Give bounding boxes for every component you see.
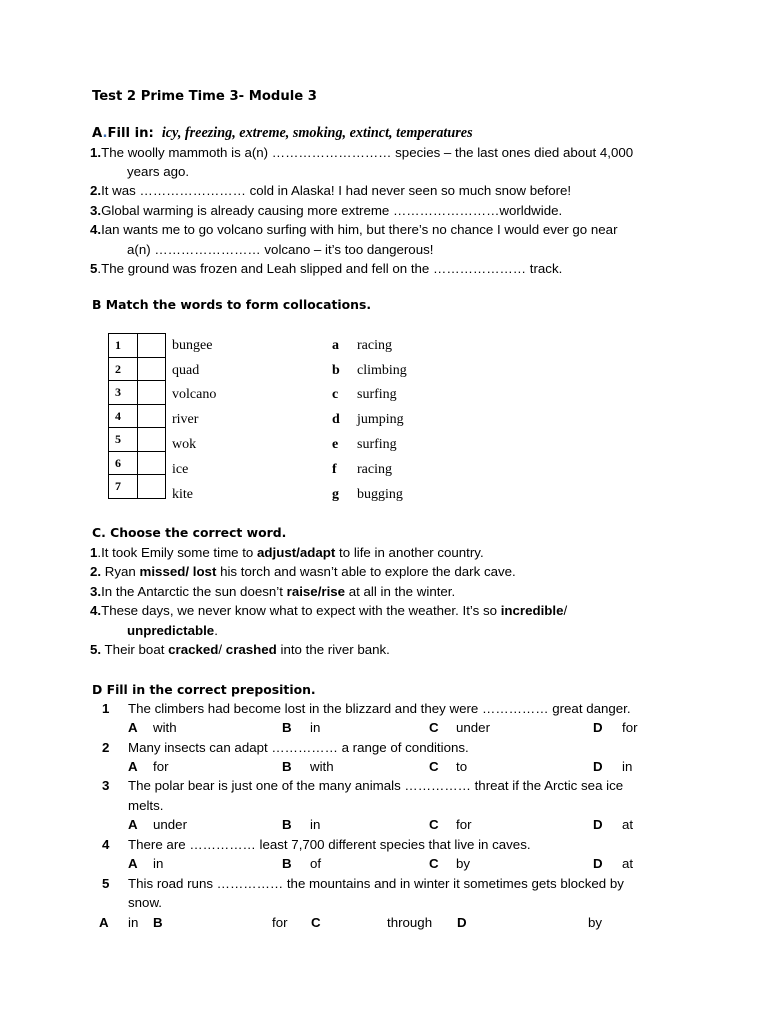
option-text[interactable]: under: [153, 817, 188, 832]
choice-words: missed/ lost: [139, 564, 217, 579]
row-number: 6: [115, 455, 121, 470]
section-a-word-bank: icy, freezing, extreme, smoking, extinct, temperatures: [161, 125, 473, 141]
option-text[interactable]: in: [128, 915, 139, 930]
right-word: racing: [357, 462, 392, 477]
choice-words: crashed: [225, 642, 277, 657]
left-word: quad: [172, 363, 200, 378]
match-letter: c: [332, 387, 339, 402]
match-letter: a: [332, 338, 339, 353]
item-text: into the river bank.: [276, 642, 390, 657]
item-text: The woolly mammoth is a(n) ……………………… species – the last ones died about 4,000: [101, 145, 634, 160]
question-text: Many insects can adapt …………… a range of conditions.: [128, 740, 469, 755]
section-c-item-continued: [127, 623, 218, 638]
section-a-item: [90, 145, 633, 160]
section-a-item: [90, 222, 618, 237]
option-letter: C: [429, 856, 439, 871]
question-number: 2: [102, 740, 110, 755]
match-answer-table: [108, 333, 166, 499]
item-text: Ryan: [101, 564, 140, 579]
option-letter: B: [282, 720, 292, 735]
section-b-heading: B Match the words to form collocations.: [92, 297, 372, 312]
option-letter: B: [282, 759, 292, 774]
right-word: bugging: [357, 487, 403, 502]
section-c-item: [90, 564, 516, 579]
left-word: bungee: [172, 338, 213, 353]
option-text[interactable]: at: [622, 817, 634, 832]
option-letter: C: [429, 817, 439, 832]
left-word: kite: [172, 487, 193, 502]
section-a-label: Fill in:: [107, 126, 154, 141]
option-letter: A: [128, 720, 138, 735]
option-text[interactable]: through: [387, 915, 433, 930]
question-text: There are …………… least 7,700 different species that live in caves.: [128, 837, 531, 852]
option-letter: A: [128, 856, 138, 871]
option-text[interactable]: in: [622, 759, 633, 774]
option-letter: C: [311, 915, 321, 930]
answer-cell[interactable]: [138, 428, 166, 452]
option-letter: D: [593, 759, 603, 774]
answer-cell[interactable]: [138, 357, 166, 381]
match-letter: f: [332, 462, 337, 477]
answer-cell[interactable]: [138, 334, 166, 358]
choice-words: cracked: [168, 642, 219, 657]
option-text[interactable]: by: [588, 915, 603, 930]
question-text: The polar bear is just one of the many animals …………… threat if the Arctic sea ice: [128, 778, 624, 793]
left-word: wok: [172, 437, 197, 452]
row-number: 4: [115, 408, 121, 423]
row-number: 3: [115, 385, 121, 400]
option-letter: D: [593, 817, 603, 832]
choice-words: adjust/adapt: [257, 545, 336, 560]
item-number: 5: [90, 261, 98, 276]
option-letter: C: [429, 720, 439, 735]
question-text: This road runs …………… the mountains and in winter it sometimes gets blocked by: [128, 876, 624, 891]
option-text[interactable]: with: [153, 720, 177, 735]
item-text: /: [218, 642, 226, 657]
item-text: In the Antarctic the sun doesn’t: [101, 584, 287, 599]
left-word: volcano: [172, 387, 217, 402]
option-text[interactable]: for: [622, 720, 638, 735]
item-number: 3.: [90, 584, 102, 599]
item-text: .: [214, 623, 218, 638]
item-text: Global warming is already causing more extreme ……………………worldwide.: [101, 203, 563, 218]
option-letter: D: [593, 720, 603, 735]
section-d-heading: D Fill in the correct preposition.: [92, 682, 316, 697]
row-number: 7: [115, 479, 121, 494]
item-text-continued: a(n) …………………… volcano – it’s too dangerous!: [127, 242, 434, 257]
left-word: ice: [172, 462, 189, 477]
item-text-continued: years ago.: [127, 164, 190, 179]
item-text: These days, we never know what to expect with the weather. It’s so: [101, 603, 501, 618]
section-c-item: [90, 545, 484, 560]
option-text[interactable]: by: [456, 856, 471, 871]
right-word: surfing: [357, 387, 397, 402]
item-text: to life in another country.: [335, 545, 484, 560]
answer-cell[interactable]: [138, 475, 166, 499]
option-text[interactable]: for: [272, 915, 288, 930]
option-text[interactable]: for: [456, 817, 472, 832]
page-title: Test 2 Prime Time 3- Module 3: [92, 89, 317, 104]
row-number: 5: [115, 432, 121, 447]
section-a-item: [90, 261, 562, 276]
item-number: 2.: [90, 183, 102, 198]
answer-cell[interactable]: [138, 404, 166, 428]
option-text[interactable]: in: [153, 856, 164, 871]
option-letter: A: [128, 817, 138, 832]
item-number: 1.: [90, 145, 102, 160]
right-word: surfing: [357, 437, 397, 452]
right-word: climbing: [357, 363, 407, 378]
section-c-item: [90, 642, 390, 657]
item-number: 4.: [90, 603, 102, 618]
section-a-item: [90, 203, 562, 218]
item-text: .It took Emily some time to: [97, 545, 258, 560]
option-text[interactable]: in: [310, 720, 321, 735]
left-word: river: [172, 412, 199, 427]
question-text-continued: melts.: [128, 798, 164, 813]
option-letter: D: [457, 915, 467, 930]
item-number: 2.: [90, 564, 102, 579]
option-text[interactable]: to: [456, 759, 468, 774]
item-number: 4.: [90, 222, 102, 237]
answer-cell[interactable]: [138, 381, 166, 405]
item-text: /: [563, 603, 568, 618]
row-number: 1: [115, 338, 121, 353]
option-text[interactable]: for: [153, 759, 169, 774]
choice-words: incredible: [500, 603, 564, 618]
item-text: .The ground was frozen and Leah slipped and fell on the ………………… track.: [97, 261, 563, 276]
section-a-item: [90, 183, 571, 198]
section-a-heading: [92, 124, 473, 142]
right-word: racing: [357, 338, 392, 353]
item-number: 5.: [90, 642, 102, 657]
option-text[interactable]: under: [456, 720, 491, 735]
option-letter: A: [128, 759, 138, 774]
option-letter: B: [153, 915, 163, 930]
question-text-continued: snow.: [128, 895, 163, 910]
option-text[interactable]: at: [622, 856, 634, 871]
row-number: 2: [115, 361, 121, 376]
option-text[interactable]: with: [310, 759, 334, 774]
match-letter: g: [332, 487, 339, 502]
section-a-dot: .: [102, 126, 108, 141]
option-text[interactable]: of: [310, 856, 322, 871]
item-text: his torch and wasn’t able to explore the dark cave.: [216, 564, 516, 579]
item-text: It was …………………… cold in Alaska! I had never seen so much snow before!: [101, 183, 572, 198]
question-number: 1: [102, 701, 110, 716]
choice-words: raise/rise: [286, 584, 346, 599]
section-a-letter: A: [92, 126, 103, 141]
section-c-item: [90, 584, 455, 599]
answer-cell[interactable]: [138, 451, 166, 475]
match-letter: b: [332, 363, 340, 378]
option-letter: B: [282, 856, 292, 871]
option-letter: D: [593, 856, 603, 871]
option-letter: A: [99, 915, 109, 930]
right-word: jumping: [357, 412, 404, 427]
item-text: Ian wants me to go volcano surfing with him, but there’s no chance I would ever go near: [101, 222, 618, 237]
item-text: at all in the winter.: [345, 584, 456, 599]
match-letter: e: [332, 437, 339, 452]
section-c-item: [90, 603, 567, 618]
item-number: 1: [90, 545, 98, 560]
question-number: 3: [102, 778, 110, 793]
option-letter: C: [429, 759, 439, 774]
item-text: Their boat: [101, 642, 169, 657]
question-number: 5: [102, 876, 110, 891]
section-c-heading: C. Choose the correct word.: [92, 525, 287, 540]
option-text[interactable]: in: [310, 817, 321, 832]
option-letter: B: [282, 817, 292, 832]
item-number: 3.: [90, 203, 102, 218]
choice-words: unpredictable: [127, 623, 215, 638]
question-text: The climbers had become lost in the blizzard and they were …………… great danger.: [128, 701, 631, 716]
match-letter: d: [332, 412, 340, 427]
question-number: 4: [102, 837, 110, 852]
